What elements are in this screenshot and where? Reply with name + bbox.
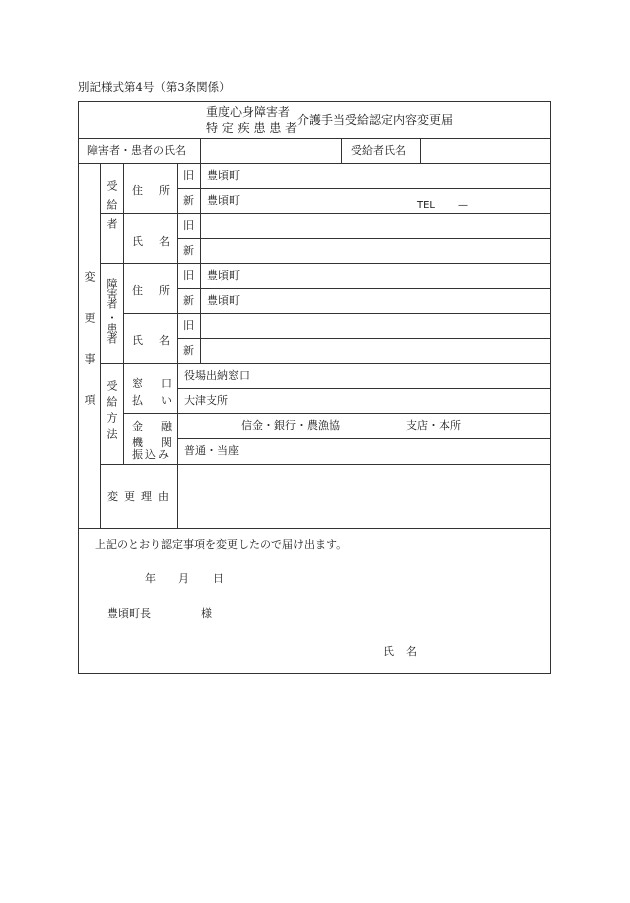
patient-address-new-marker: 新 — [183, 294, 194, 307]
patient-address-new-field[interactable]: 豊頃町 — [207, 294, 240, 307]
patient-name-row-label: 氏 名 — [132, 334, 170, 347]
branch-type-field[interactable]: 支店・本所 — [406, 419, 461, 432]
window-option-branch[interactable]: 大津支所 — [184, 394, 228, 407]
account-type-field[interactable]: 普通・当座 — [184, 444, 239, 457]
addressee: 豊頃町長 — [107, 607, 151, 620]
form-number: 別記様式第4号（第3条関係） — [78, 80, 231, 94]
window-label-line1: 窓 口 — [132, 377, 172, 390]
patient-name-new-field[interactable] — [201, 339, 550, 363]
date-year-label: 年 — [145, 572, 156, 585]
recipient-address-old-marker: 旧 — [183, 169, 194, 182]
recipient-address-old-field[interactable]: 豊頃町 — [207, 169, 240, 182]
recipient-address-label: 住 所 — [132, 184, 170, 197]
patient-name-field[interactable] — [201, 139, 341, 163]
tel-dash: — — [458, 200, 468, 211]
recipient-name-old-marker: 旧 — [183, 219, 194, 232]
recipient-name-label: 受給者氏名 — [351, 144, 406, 157]
patient-group-label-3: 患者 — [105, 323, 118, 343]
patient-group-label-2: ・ — [105, 312, 118, 322]
patient-name-old-field[interactable] — [201, 314, 550, 338]
date-month-label: 月 — [178, 572, 189, 585]
patient-name-label: 障害者・患者の氏名 — [87, 144, 186, 157]
declaration-text: 上記のとおり認定事項を変更したので届け出ます。 — [95, 538, 348, 551]
bank-label-line3: 振込み — [132, 448, 171, 461]
recipient-name-new-field[interactable] — [201, 239, 550, 263]
patient-address-old-marker: 旧 — [183, 269, 194, 282]
patient-group-label-1: 障害者 — [105, 278, 118, 308]
signature-name-label: 氏 名 — [383, 645, 417, 658]
form-title: 介護手当受給認定内容変更届 — [297, 113, 454, 127]
recipient-name-field[interactable] — [421, 139, 550, 163]
title-line1: 重度心身障害者 — [206, 105, 291, 119]
recipient-address-new-marker: 新 — [183, 194, 194, 207]
recipient-name-label: 氏 名 — [132, 235, 170, 248]
signature-field[interactable] — [420, 638, 545, 660]
payment-group-label: 受給方法 — [105, 380, 118, 444]
patient-address-label: 住 所 — [132, 284, 170, 297]
patient-address-old-field[interactable]: 豊頃町 — [207, 269, 240, 282]
title-line2: 特 定 疾 患 患 者 — [206, 121, 298, 135]
bank-label-line1: 金 融 — [132, 420, 172, 433]
patient-name-old-marker: 旧 — [183, 319, 194, 332]
patient-name-new-marker: 新 — [183, 344, 194, 357]
recipient-address-new-field[interactable]: 豊頃町 — [207, 194, 240, 207]
bank-label-line2: 機 関 — [132, 436, 172, 449]
tel-label: TEL — [417, 200, 435, 211]
reason-field[interactable] — [178, 465, 550, 528]
window-label-line2: 払 い — [132, 394, 172, 407]
window-option-office[interactable]: 役場出納窓口 — [184, 369, 250, 382]
recipient-name-new-marker: 新 — [183, 244, 194, 257]
addressee-honorific: 様 — [201, 607, 212, 620]
reason-label: 変更理由 — [107, 490, 175, 503]
date-day-label: 日 — [213, 572, 224, 585]
changes-section-label: 変更事項 — [83, 271, 96, 435]
bank-type-field[interactable]: 信金・銀行・農漁協 — [241, 419, 340, 432]
recipient-name-old-field[interactable] — [201, 214, 550, 238]
recipient-group-label: 受給者 — [105, 180, 118, 237]
